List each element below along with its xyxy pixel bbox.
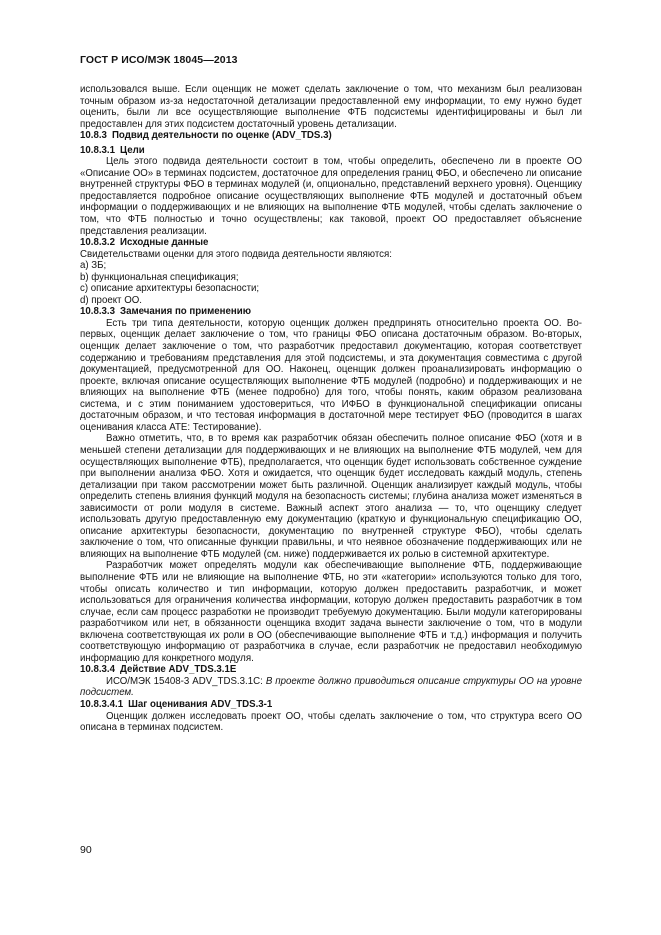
list-item: c) описание архитектуры безопасности; [80, 283, 260, 295]
section-title: Исходные данные [120, 237, 209, 249]
section-number: 10.8.3.4 [80, 664, 116, 676]
section-number: 10.8.3 [80, 130, 107, 142]
goals-paragraph: Цель этого подвида деятельности состоит в том, чтобы определить, обеспечено ли в проекте ОО «Описание ОО» в терминах подсистем, достаточное для определения границ ФБО, и обеспечено ли описание внутренней структуры ФБО в терминах модулей (и, опционально, представлений верхнего уровня). Оценщику предоставляется подробное описание осуществляющих выполнение ФТБ модулей и достаточный объем информации о поддерживающих и не влияющих на выполнение ФТБ модулей, чтобы сделать заключение о том, что ФТБ полностью и точно осуществлены; как таковой, проект ОО предоставляет объяснение представления реализации. [80, 156, 582, 237]
notes-paragraph: Есть три типа деятельности, которую оценщик должен предпринять относительно проекта ОО. Во-первых, оценщик делает заключение о том, что границы ФБО описана достаточным образом. Во-вторых, оценщик делает заключение о том, что разработчик предоставил документацию, которая соответствует содержанию и требованиям представления для этой подсистемы, и эта документация совместима с другой документацией, предусмотренной для ОО. Наконец, оценщик должен проанализировать информацию о проекте, включая описание осуществляющих выполнение ФТБ модулей (подробно) и поддерживающих и не влияющих на выполнение ФТБ (менее подробно) для того, чтобы понять, каким образом реализована система, и с этим пониманием удостовериться, что ИФБО в функциональной спецификации описаны достаточным образом, и что тестовая информация в достаточной мере тестирует ФБО (проводится в шагах оценивания класса ATE: Тестирование). [80, 317, 582, 433]
requirement-text: В проекте должно приводиться описание структуры ОО на уровне подсистем. [80, 675, 582, 699]
requirement-paragraph [80, 676, 582, 699]
list-item: a) ЗБ; [80, 260, 107, 272]
section-heading-10-8-3-4-1 [80, 699, 582, 711]
section-title: Цели [120, 144, 145, 156]
section-title: Подвид деятельности по оценке (ADV_TDS.3) [111, 130, 332, 142]
document-header: ГОСТ Р ИСО/МЭК 18045—2013 [80, 54, 238, 66]
list-item: d) проект ОО. [80, 294, 142, 306]
section-title: Действие ADV_TDS.3.1E [120, 664, 237, 676]
section-title: Шаг оценивания ADV_TDS.3-1 [128, 698, 273, 710]
section-number: 10.8.3.2 [80, 237, 116, 249]
page-number: 90 [80, 844, 92, 856]
section-number: 10.8.3.1 [80, 144, 116, 156]
inputs-intro: Свидетельствами оценки для этого подвида деятельности являются: [80, 248, 392, 260]
notes-paragraph: Важно отметить, что, в то время как разработчик обязан обеспечить полное описание ФБО (хотя и в меньшей степени детализации для поддерживающих и не влияющих на выполнение ФТБ модулей, чем для осуществляющих выполнение ФТБ), предполагается, что оценщик будет использовать собственное суждение при выполнении анализа ФБО. Хотя и ожидается, что оценщик будет исследовать каждый модуль, степень детализации при таком рассмотрении может быть различной. Оценщик анализирует каждый модуль, чтобы определить степень влияния функций модуля на безопасность системы; глубина анализа может изменяться в зависимости от роли модуля в системе. Важный аспект этого анализа — то, что оценщику следует использовать другую предоставленную ему документацию (краткую и функциональную спецификацию ОО, описание архитектуры безопасности, документацию по внутренней структуре ФБО), чтобы сделать заключение о том, что описанные функции правильны, и что неявное обозначение поддерживающих или не влияющих на выполнение ФТБ модулей (см. ниже) поддерживается их ролью в системной архитектуре. [80, 433, 582, 560]
step-paragraph: Оценщик должен исследовать проект ОО, чтобы сделать заключение о том, что структура всего ОО описана в терминах подсистем. [80, 710, 582, 734]
section-number: 10.8.3.3 [80, 306, 116, 318]
section-heading-10-8-3-1 [80, 145, 582, 157]
notes-paragraph: Разработчик может определять модули как обеспечивающие выполнение ФТБ, поддерживающие выполнение ФТБ или не влияющие на выполнение ФТБ, но эти «категории» используются только для того, чтобы описать количество и тип информации, которую должен предоставить разработчик, и может использоваться для ограничения количества информации, которую должен предоставить разработчик в том случае, если сам процесс разработки не производит требуемую документацию. Были модули категорированы разработчиком или нет, в обязанности оценщика входит задача вынести заключение о том, что в модули включена соответствующая их роли в ОО (обеспечивающие выполнение ФТБ и т.д.) информация и получить соответствующую информацию от разработчика в случае, если разработчик не предоставил необходимую информацию для конкретного модуля. [80, 560, 582, 664]
section-title: Замечания по применению [120, 306, 252, 318]
section-heading-10-8-3-3 [80, 306, 582, 318]
section-heading-10-8-3-2 [80, 237, 582, 249]
document-body [80, 84, 582, 734]
section-heading-10-8-3 [80, 130, 582, 142]
requirement-reference: ИСО/МЭК 15408-3 ADV_TDS.3.1C: [106, 675, 263, 687]
list-item: b) функциональная спецификация; [80, 271, 239, 283]
intro-paragraph: использовался выше. Если оценщик не может сделать заключение о том, что механизм был реализован точным образом из-за недостаточной детализации предоставленной ему информации, то ему нужно будет оценить, были ли все осуществляющие выполнение ФТБ подсистемы идентифицированы и был ли предоставлен для этих подсистем достаточный уровень детализации. [80, 84, 582, 130]
section-number: 10.8.3.4.1 [80, 698, 124, 710]
section-heading-10-8-3-4 [80, 664, 582, 676]
